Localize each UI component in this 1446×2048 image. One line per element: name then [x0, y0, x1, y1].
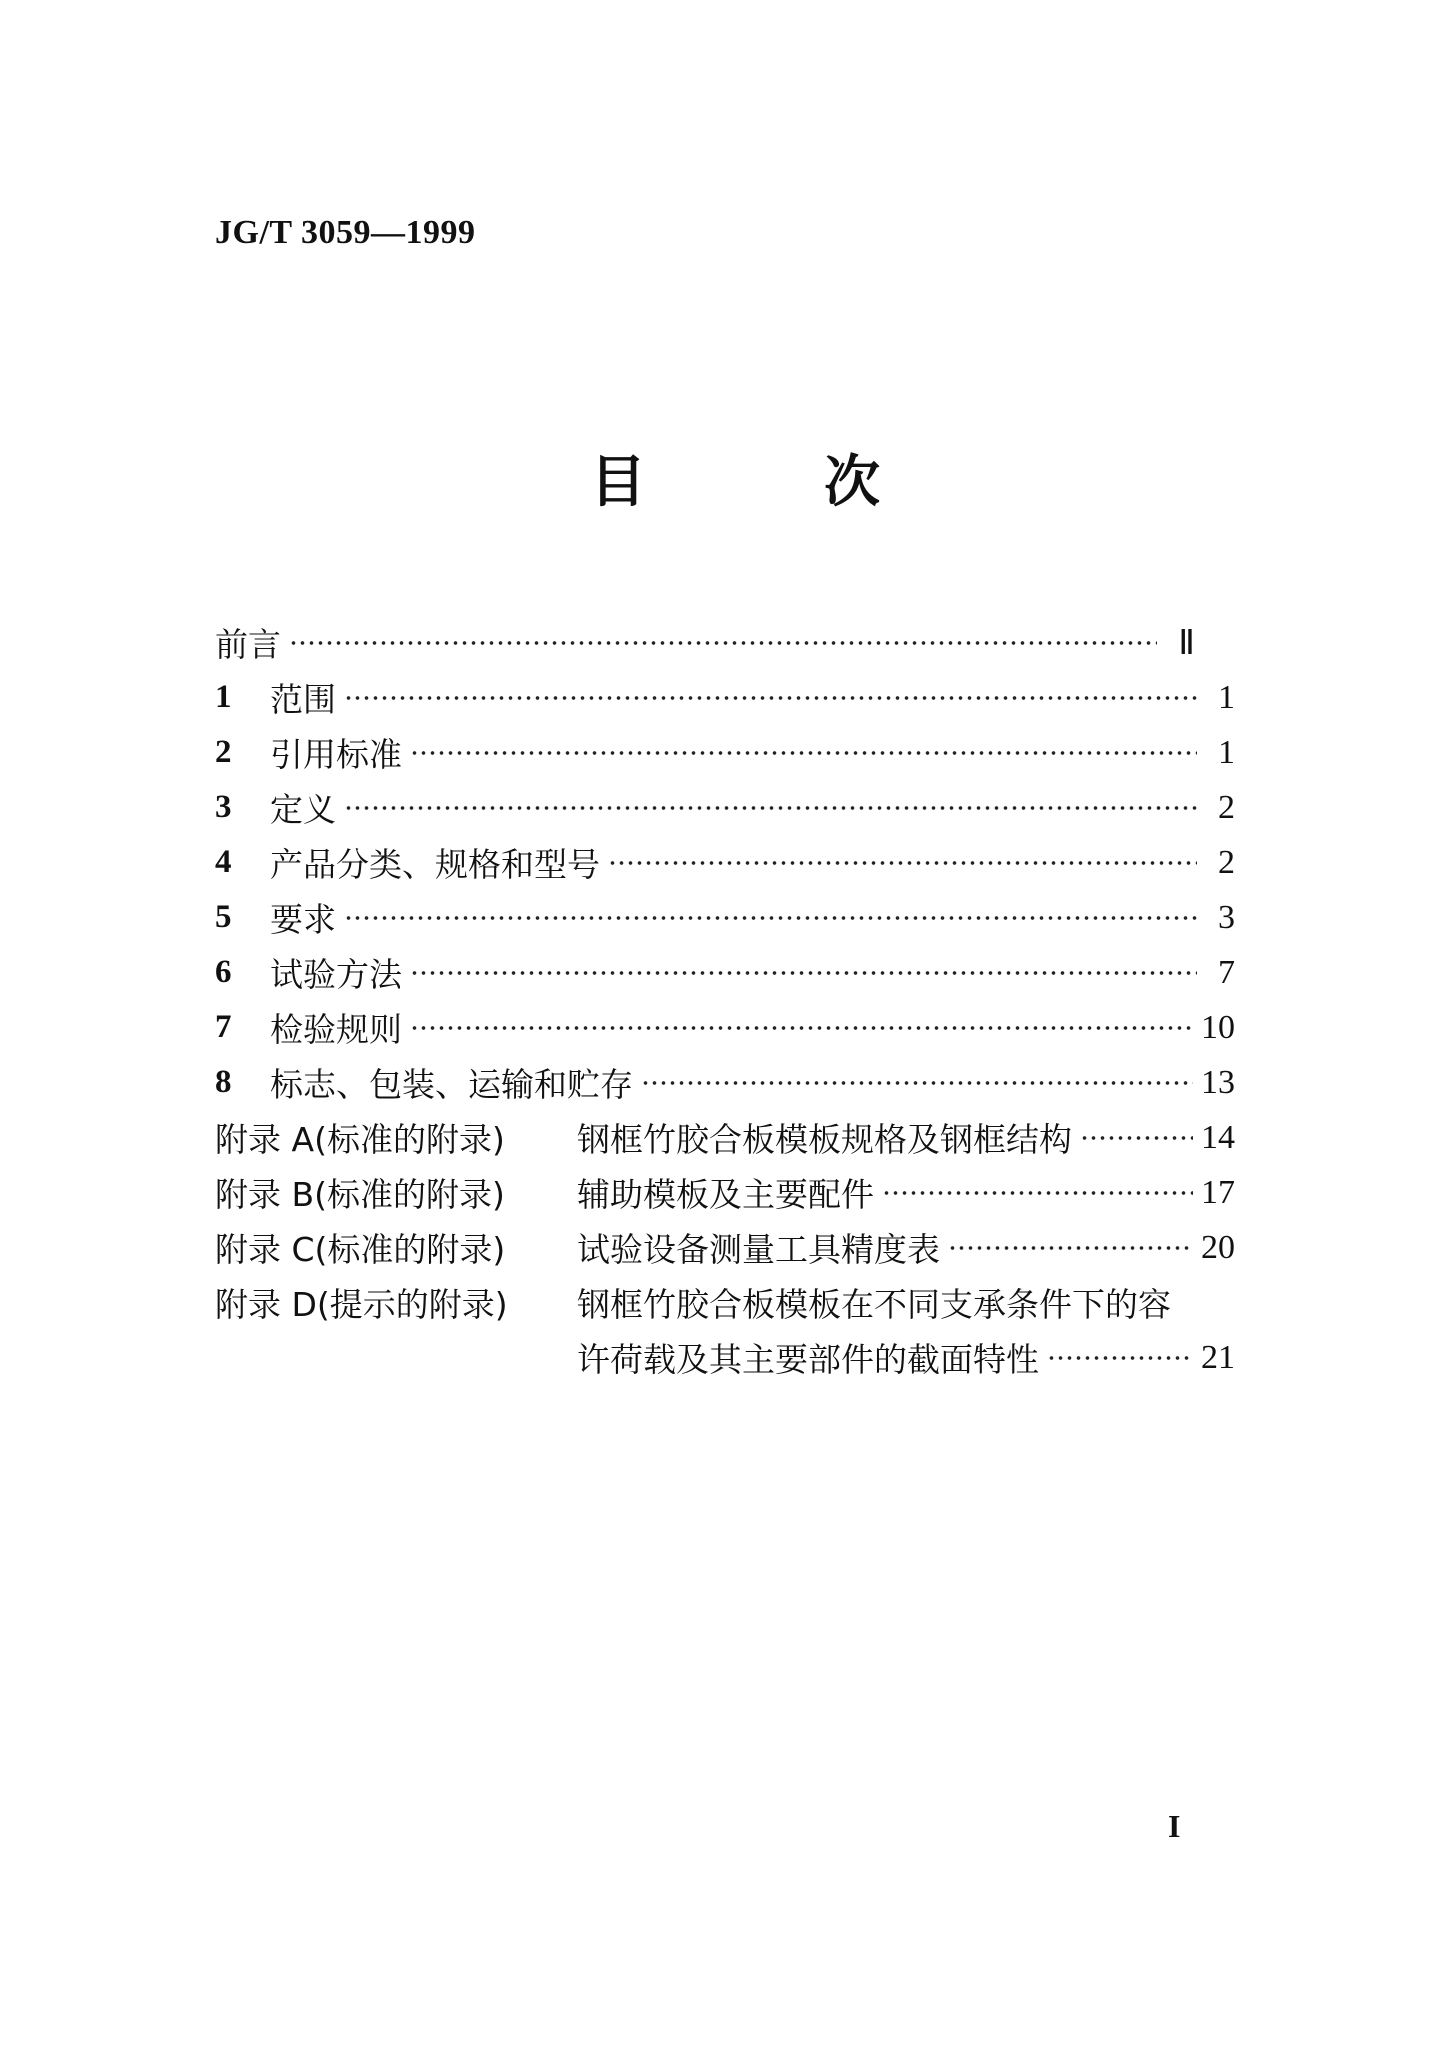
toc-page: 10 — [1201, 1008, 1235, 1046]
toc-number: 6 — [215, 954, 232, 990]
dot-leader — [344, 805, 1197, 811]
annex-title: 钢框竹胶合板模板规格及钢框结构 — [577, 1120, 1072, 1159]
dot-leader — [641, 1080, 1193, 1086]
toc-annex-d-continued[interactable] — [215, 1330, 1235, 1385]
toc-page: 20 — [1201, 1228, 1235, 1266]
standard-code: JG/T 3059—1999 — [215, 214, 476, 251]
dot-leader — [410, 970, 1197, 976]
dot-leader — [608, 860, 1197, 866]
toc-page: Ⅱ — [1178, 624, 1195, 662]
dot-leader — [1080, 1135, 1193, 1141]
toc-entry-3[interactable] — [215, 780, 1235, 835]
toc-annex-c[interactable] — [215, 1220, 1235, 1275]
annex-name: 附录 C(标准的附录) — [215, 1230, 506, 1269]
toc-label: 标志、包装、运输和贮存 — [270, 1065, 633, 1104]
toc-page: 2 — [1218, 843, 1235, 881]
toc-entry-6[interactable] — [215, 945, 1235, 1000]
toc-page: 3 — [1218, 898, 1235, 936]
annex-title: 辅助模板及主要配件 — [577, 1175, 874, 1214]
toc-label: 检验规则 — [270, 1010, 402, 1049]
toc-number: 3 — [215, 789, 232, 825]
toc-label: 前言 — [215, 625, 281, 664]
toc-page: 1 — [1218, 733, 1235, 771]
dot-leader — [410, 750, 1197, 756]
title-char-1: 目 — [590, 450, 646, 515]
dot-leader — [1047, 1355, 1193, 1361]
toc-label: 要求 — [270, 900, 336, 939]
toc-number: 1 — [215, 679, 232, 715]
dot-leader — [410, 1025, 1193, 1031]
dot-leader — [882, 1190, 1193, 1196]
annex-name: 附录 B(标准的附录) — [215, 1175, 505, 1214]
toc-entry-8[interactable] — [215, 1055, 1235, 1110]
toc-number: 8 — [215, 1064, 232, 1100]
annex-title: 试验设备测量工具精度表 — [577, 1230, 940, 1269]
annex-name: 附录 D(提示的附录) — [215, 1285, 508, 1324]
toc-annex-b[interactable] — [215, 1165, 1235, 1220]
title-char-2: 次 — [824, 450, 880, 515]
toc-entry-1[interactable] — [215, 670, 1235, 725]
toc-label: 定义 — [270, 790, 336, 829]
dot-leader — [344, 915, 1197, 921]
toc-page: 2 — [1218, 788, 1235, 826]
toc-number: 2 — [215, 734, 232, 770]
annex-title-continued: 许荷载及其主要部件的截面特性 — [577, 1340, 1039, 1379]
toc-number: 4 — [215, 844, 232, 880]
toc-entry-foreword[interactable] — [215, 615, 1235, 670]
toc-label: 范围 — [270, 680, 336, 719]
dot-leader — [344, 695, 1197, 701]
toc-page: 7 — [1218, 953, 1235, 991]
page-title — [590, 438, 880, 518]
toc-entry-5[interactable] — [215, 890, 1235, 945]
toc-annex-d[interactable] — [215, 1275, 1235, 1330]
toc-page: 14 — [1201, 1118, 1235, 1156]
toc-annex-a[interactable] — [215, 1110, 1235, 1165]
table-of-contents — [215, 615, 1235, 1385]
toc-number: 5 — [215, 899, 232, 935]
toc-page: 1 — [1218, 678, 1235, 716]
toc-label: 产品分类、规格和型号 — [270, 845, 600, 884]
toc-label: 引用标准 — [270, 735, 402, 774]
toc-page: 13 — [1201, 1063, 1235, 1101]
page-number: I — [1168, 1808, 1181, 1844]
toc-entry-4[interactable] — [215, 835, 1235, 890]
toc-page: 17 — [1201, 1173, 1235, 1211]
toc-number: 7 — [215, 1009, 232, 1045]
toc-entry-7[interactable] — [215, 1000, 1235, 1055]
toc-entry-2[interactable] — [215, 725, 1235, 780]
toc-label: 试验方法 — [270, 955, 402, 994]
dot-leader — [289, 640, 1157, 646]
toc-page: 21 — [1201, 1338, 1235, 1376]
dot-leader — [948, 1245, 1193, 1251]
annex-title: 钢框竹胶合板模板在不同支承条件下的容 — [577, 1285, 1171, 1324]
annex-name: 附录 A(标准的附录) — [215, 1120, 505, 1159]
